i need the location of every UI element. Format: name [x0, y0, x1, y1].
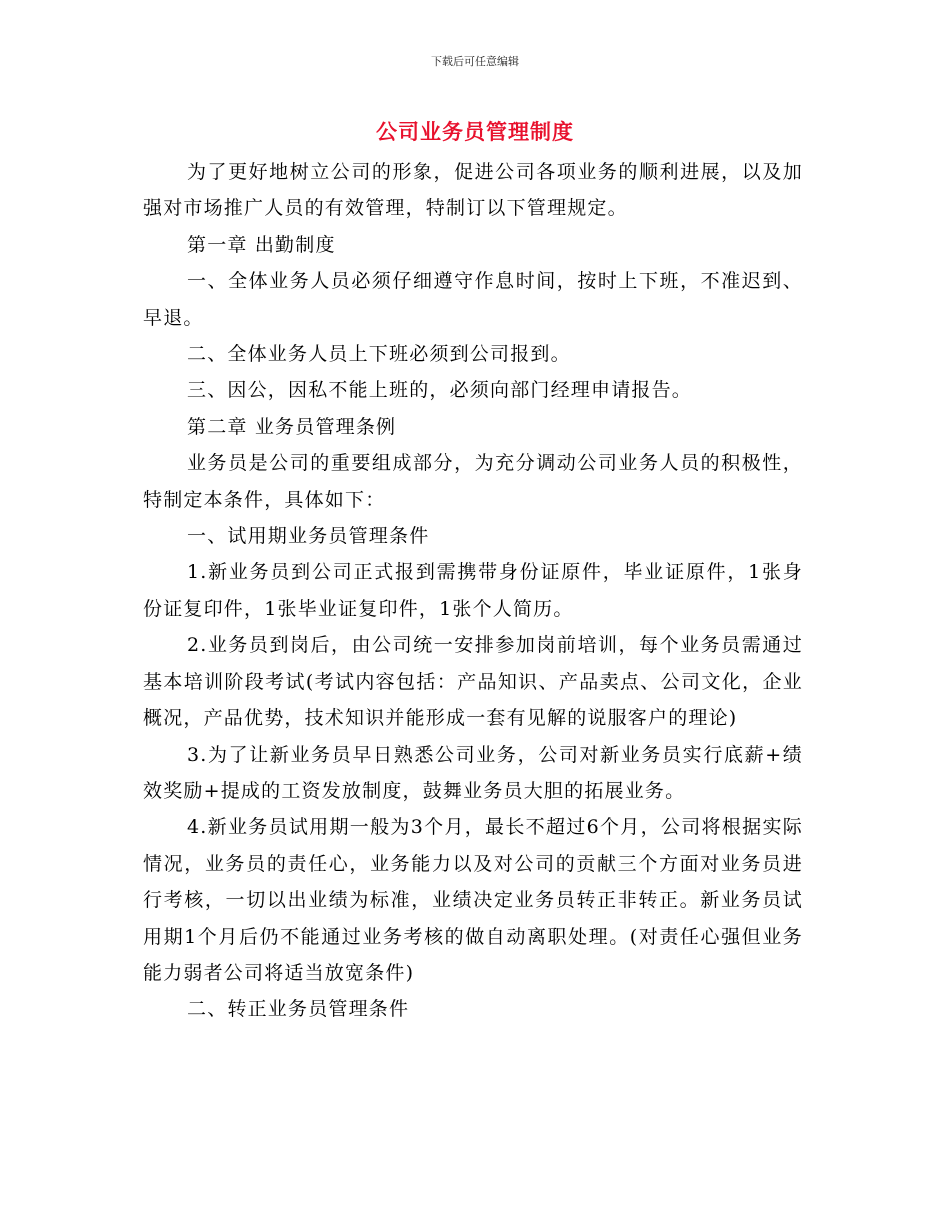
page-header-note: 下载后可任意编辑	[431, 55, 519, 68]
paragraph: 二、全体业务人员上下班必须到公司报到。	[187, 343, 571, 366]
paragraph: 4.新业务员试用期一般为3个月，最长不超过6个月，公司将根据实际情况，业务员的责任心，业务能力以及对公司的贡献三个方面对业务员进行考核，一切以出业绩为标准，业绩决定业务员转正非转正。新业务员试用期1个月后仍不能通过业务考核的做自动离职处理。(对责任心强但业务能力弱者公司将适当放宽条件)	[143, 816, 803, 984]
paragraph: 1.新业务员到公司正式报到需携带身份证原件，毕业证原件，1张身份证复印件，1张毕业证复印件，1张个人简历。	[143, 561, 803, 620]
paragraph: 一、全体业务人员必须仔细遵守作息时间，按时上下班，不准迟到、早退。	[143, 270, 803, 329]
document-body	[143, 154, 803, 1028]
paragraph: 三、因公，因私不能上班的，必须向部门经理申请报告。	[187, 379, 693, 402]
paragraph: 业务员是公司的重要组成部分，为充分调动公司业务人员的积极性，特制定本条件，具体如下：	[143, 452, 803, 511]
paragraph: 3.为了让新业务员早日熟悉公司业务，公司对新业务员实行底薪+绩效奖励+提成的工资发放制度，鼓舞业务员大胆的拓展业务。	[143, 743, 803, 802]
chapter-heading-1: 第一章 出勤制度	[187, 233, 336, 256]
chapter-heading-2: 第二章 业务员管理条例	[187, 415, 397, 438]
paragraph: 2.业务员到岗后，由公司统一安排参加岗前培训，每个业务员需通过基本培训阶段考试(考试内容包括：产品知识、产品卖点、公司文化，企业概况，产品优势，技术知识并能形成一套有见解的说服客户的理论)	[143, 634, 803, 730]
document-title: 公司业务员管理制度	[376, 119, 574, 144]
section-heading: 一、试用期业务员管理条件	[187, 525, 430, 548]
paragraph-intro: 为了更好地树立公司的形象，促进公司各项业务的顺利进展，以及加强对市场推广人员的有效管理，特制订以下管理规定。	[143, 161, 803, 220]
section-heading: 二、转正业务员管理条件	[187, 998, 410, 1021]
